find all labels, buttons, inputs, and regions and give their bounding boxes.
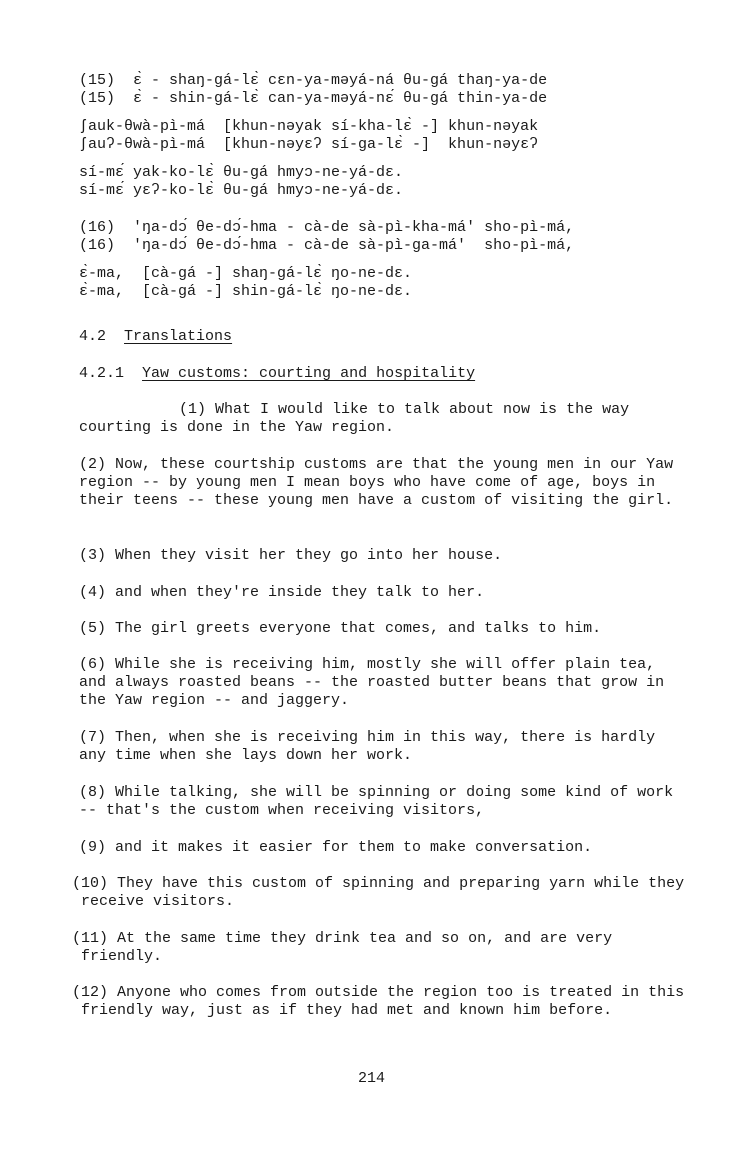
translation-paragraph-2: (2) Now, these courtship customs are that the young men in our Yaw region -- by young men I mean boys who have come of age, boys in their teens -- these young men have a custom of visiting the girl. — [79, 456, 674, 509]
subsection-number: 4.2.1 — [79, 365, 125, 382]
translation-paragraph-10: (10) They have this custom of spinning and preparing yarn while they receive visitors. — [72, 875, 685, 910]
translation-paragraph-12: (12) Anyone who comes from outside the region too is treated in this friendly way, just as if they had met and known him before. — [72, 984, 685, 1019]
interlinear-line-d: sí-mɛ́ yɛʔ-ko-lɛ̀ θu-gá hmyɔ-ne-yá-dɛ. — [79, 182, 404, 199]
section-number: 4.2 — [79, 328, 107, 345]
section-heading — [79, 328, 232, 346]
translation-paragraph-5: (5) The girl greets everyone that comes, and talks to him. — [79, 620, 602, 637]
subsection-heading — [79, 365, 475, 383]
interlinear-line-c: sí-mɛ́ yak-ko-lɛ̀ θu-gá hmyɔ-ne-yá-dɛ. — [79, 164, 404, 181]
translation-paragraph-11: (11) At the same time they drink tea and so on, and are very friendly. — [72, 930, 613, 965]
translation-paragraph-7: (7) Then, when she is receiving him in this way, there is hardly any time when she lays down her work. — [79, 729, 656, 764]
page-number: 214 — [357, 1070, 385, 1087]
interlinear-line-15a: (15) ɛ̀ - shaŋ-gá-lɛ̀ cɛn-ya-məyá-ná θu-gá thaŋ-ya-de — [79, 72, 548, 89]
subsection-title: Yaw customs: courting and hospitality — [142, 365, 476, 382]
interlinear-line-b: ʃauʔ-θwà-pì-má [khun-nəyɛʔ sí-ga-lɛ̀ -] khun-nəyɛʔ — [79, 136, 539, 153]
interlinear-line-e: ɛ̀-ma, [cà-gá -] shaŋ-gá-lɛ̀ ŋo-ne-dɛ. — [79, 265, 413, 282]
interlinear-line-16b: (16) 'ŋa-dɔ́ θe-dɔ́-hma - cà-de sà-pì-ga-má' sho-pì-má, — [79, 237, 575, 254]
section-title: Translations — [124, 328, 233, 345]
interlinear-line-f: ɛ̀-ma, [cà-gá -] shin-gá-lɛ̀ ŋo-ne-dɛ. — [79, 283, 413, 300]
interlinear-line-15b: (15) ɛ̀ - shin-gá-lɛ̀ can-ya-məyá-nɛ́ θu-gá thin-ya-de — [79, 90, 548, 107]
translation-paragraph-9: (9) and it makes it easier for them to make conversation. — [79, 839, 593, 856]
translation-paragraph-1: (1) What I would like to talk about now is the way courting is done in the Yaw region. — [79, 401, 630, 436]
translation-paragraph-3: (3) When they visit her they go into her house. — [79, 547, 503, 564]
interlinear-line-16a: (16) 'ŋa-dɔ́ θe-dɔ́-hma - cà-de sà-pì-kha-má' sho-pì-má, — [79, 219, 575, 236]
translation-paragraph-4: (4) and when they're inside they talk to her. — [79, 584, 485, 601]
interlinear-line-a: ʃauk-θwà-pì-má [khun-nəyak sí-kha-lɛ̀ -] khun-nəyak — [79, 118, 539, 135]
translation-paragraph-8: (8) While talking, she will be spinning or doing some kind of work -- that's the custom when receiving visitors, — [79, 784, 674, 819]
translation-paragraph-6: (6) While she is receiving him, mostly she will offer plain tea, and always roasted beans -- the roasted butter beans that grow in the Yaw region -- and jaggery. — [79, 656, 665, 709]
